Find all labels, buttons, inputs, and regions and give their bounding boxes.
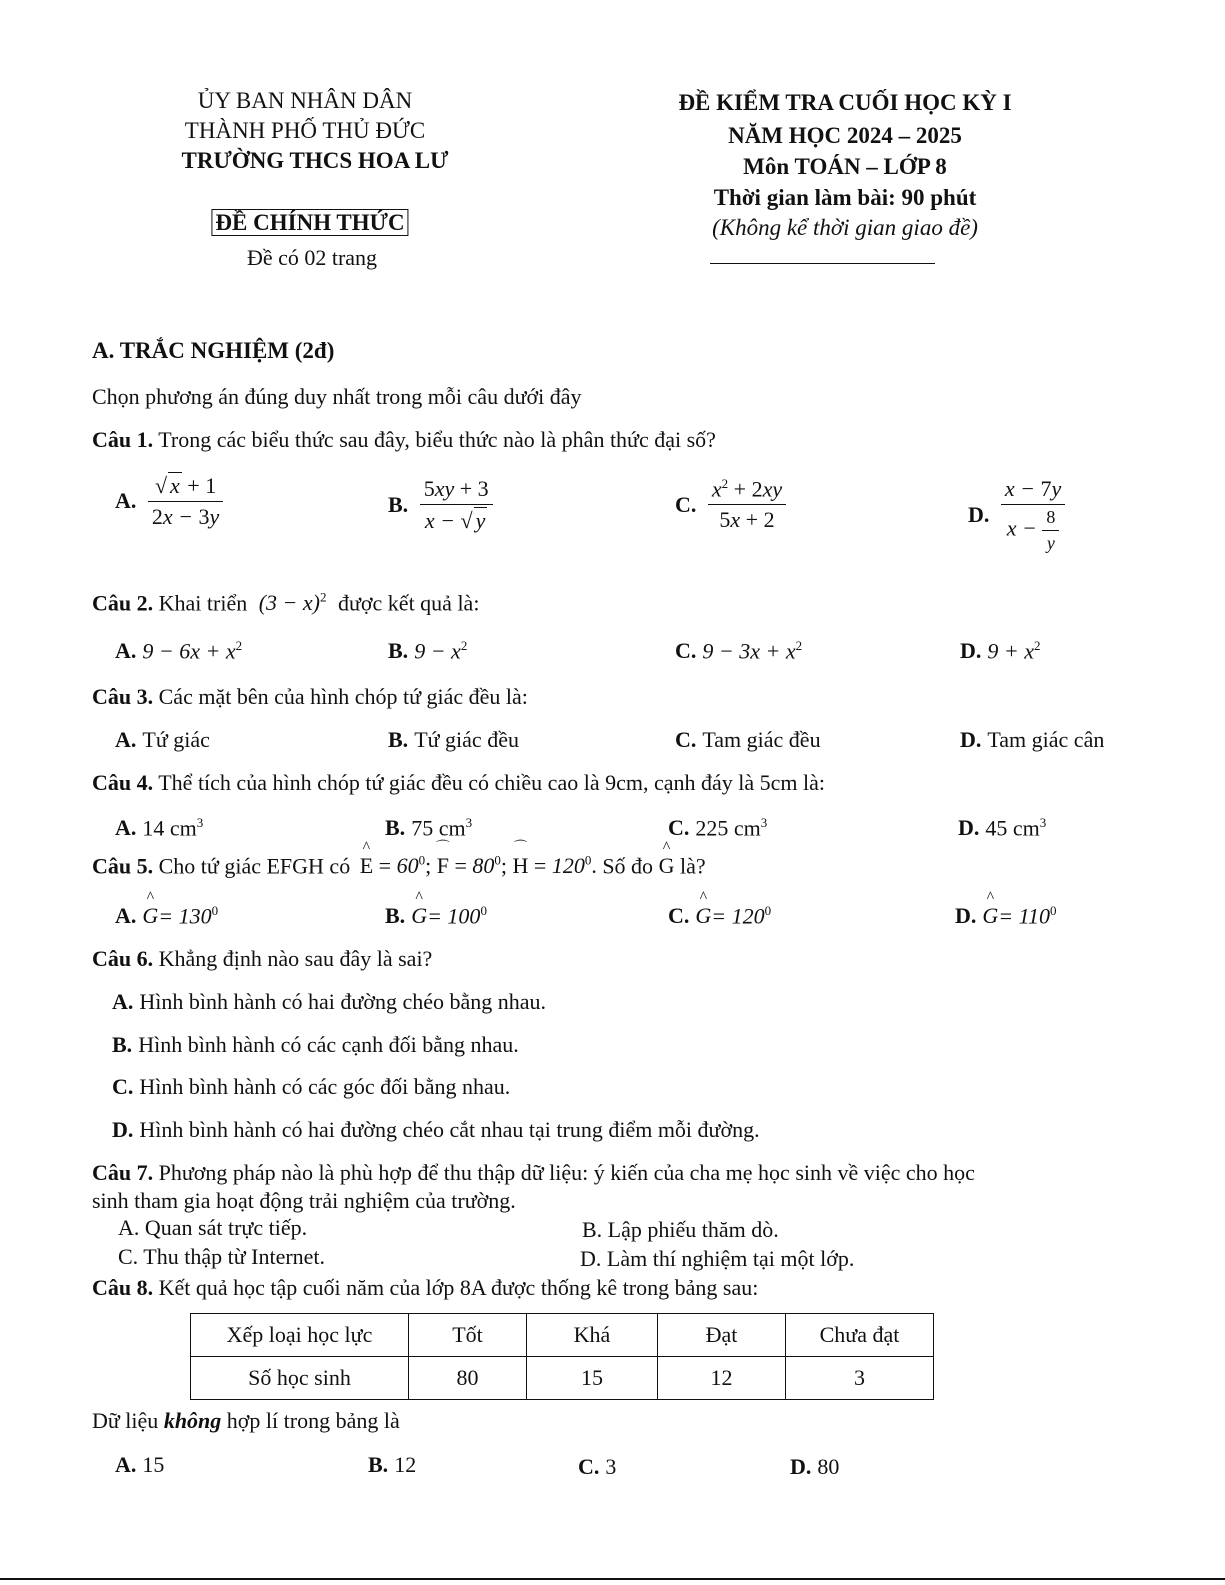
table-cell: Số học sinh	[191, 1357, 409, 1400]
school-year: NĂM HỌC 2024 – 2025	[728, 123, 962, 148]
table-header-row	[191, 1314, 934, 1357]
q7-option-c: C. Thu thập từ Internet.	[118, 1244, 326, 1269]
q7-option-b: B. Lập phiếu thăm dò.	[582, 1217, 779, 1242]
exam-title: ĐỀ KIỂM TRA CUỐI HỌC KỲ I	[678, 90, 1012, 115]
q2-option-a: A. $9 - 6x + x^2$	[115, 638, 243, 664]
q6-option-d: D. Hình bình hành có hai đường chéo cắt nhau tại trung điểm mỗi đường.	[112, 1117, 760, 1142]
city-name: THÀNH PHỐ THỦ ĐỨC	[184, 118, 426, 143]
q6-option-c: C. Hình bình hành có các góc đối bằng nhau.	[112, 1074, 511, 1099]
question-3: Câu 3. Các mặt bên của hình chóp tứ giác đều là:	[92, 684, 528, 709]
school-name: TRƯỜNG THCS HOA LƯ	[181, 148, 449, 173]
section-title: A. TRẮC NGHIỆM (2đ)	[92, 338, 335, 363]
q8-option-a: A. 15	[115, 1452, 165, 1477]
q1-option-c: C. $\frac{x^2 + 2xy}{5x + 2}$	[675, 476, 786, 533]
page-bottom-border	[0, 1578, 1225, 1580]
q2-option-c: C. $9 - 3x + x^2$	[675, 638, 803, 664]
q7-option-d: D. Làm thí nghiệm tại một lớp.	[580, 1246, 855, 1271]
q6-option-b: B. Hình bình hành có các cạnh đối bằng nhau.	[112, 1032, 519, 1057]
q8-option-d: D. 80	[790, 1454, 840, 1479]
official-exam-badge: ĐỀ CHÍNH THỨC	[211, 210, 408, 236]
question-7-cont: sinh tham gia hoạt động trải nghiệm của trường.	[92, 1188, 516, 1213]
q8-option-b: B. 12	[368, 1452, 417, 1477]
page-count: Đề có 02 trang	[246, 245, 378, 270]
table-cell: 80	[409, 1357, 527, 1400]
q4-option-a: A. 14 $cm^3$	[115, 815, 204, 841]
table-header-cell: Xếp loại học lực	[191, 1314, 409, 1357]
q1-option-a: A. $\frac{√ x + 1}{2x - 3y}$	[115, 472, 223, 530]
q3-option-d: D. Tam giác cân	[960, 727, 1105, 752]
table-cell: 12	[658, 1357, 786, 1400]
table-header-cell: Khá	[527, 1314, 658, 1357]
q2-option-d: D. $9 + x^2$	[960, 638, 1041, 664]
q1-option-d: D. x − 7y x − $\frac{8}{y}$	[968, 476, 1065, 554]
q8-option-c: C. 3	[578, 1454, 617, 1479]
q3-option-a: A. Tứ giác	[115, 727, 210, 752]
q3-option-c: C. Tam giác đều	[675, 727, 821, 752]
question-7: Câu 7. Phương pháp nào là phù hợp để thu thập dữ liệu: ý kiến của cha mẹ học sinh về việc cho học	[92, 1160, 975, 1185]
q7-option-a: A. Quan sát trực tiếp.	[118, 1215, 308, 1240]
question-6: Câu 6. Khẳng định nào sau đây là sai?	[92, 946, 433, 971]
results-table	[190, 1313, 934, 1400]
question-8: Câu 8. Kết quả học tập cuối năm của lớp 8A được thống kê trong bảng sau:	[92, 1275, 759, 1300]
section-instruction: Chọn phương án đúng duy nhất trong mỗi câu dưới đây	[92, 384, 582, 409]
table-cell: 3	[786, 1357, 934, 1400]
question-4: Câu 4. Thể tích của hình chóp tứ giác đều có chiều cao là 9cm, cạnh đáy là 5cm là:	[92, 770, 826, 795]
table-header-cell: Tốt	[409, 1314, 527, 1357]
q6-option-a: A. Hình bình hành có hai đường chéo bằng nhau.	[112, 989, 547, 1014]
q2-option-b: B. $9 - x^2$	[388, 638, 468, 664]
q4-option-c: C. 225 $cm^3$	[668, 815, 768, 841]
q5-option-d: D.^ $G= 110^0$	[955, 903, 1057, 929]
table-row	[191, 1357, 934, 1400]
q5-option-c: C.^ $G= 120^0$	[668, 903, 771, 929]
table-header-cell: Chưa đạt	[786, 1314, 934, 1357]
subject: Môn TOÁN – LỚP 8	[743, 154, 947, 179]
time-limit: Thời gian làm bài: 90 phút	[713, 185, 977, 210]
q5-option-b: B.^ $G= 100^0$	[385, 903, 487, 929]
q4-option-d: D. 45 $cm^3$	[958, 815, 1047, 841]
table-header-cell: Đạt	[658, 1314, 786, 1357]
q3-option-b: B. Tứ giác đều	[388, 727, 519, 752]
question-8-prompt: Dữ liệu không hợp lí trong bảng là	[92, 1408, 400, 1433]
header-divider	[710, 263, 935, 264]
question-5: Câu 5. Cho tứ giác EFGH có ^ $E = 60^0$; ⌒ $F = 80^0$; ⌒ $H = 120^0$. Số đo ^ G là?	[92, 853, 706, 879]
q1-option-b: B. $\frac{5xy + 3}{x - √ y}$	[388, 476, 493, 534]
q5-option-a: A.^ $G= 130^0$	[115, 903, 218, 929]
table-cell: 15	[527, 1357, 658, 1400]
q4-option-b: B. 75 $cm^3$	[385, 815, 473, 841]
question-1: Câu 1. Trong các biểu thức sau đây, biểu thức nào là phân thức đại số?	[92, 427, 716, 452]
time-note: (Không kể thời gian giao đề)	[712, 215, 978, 240]
question-2: Câu 2. Khai triển $(3 - x)^2$ được kết quả là:	[92, 590, 480, 616]
authority-name: ỦY BAN NHÂN DÂN	[197, 88, 413, 113]
